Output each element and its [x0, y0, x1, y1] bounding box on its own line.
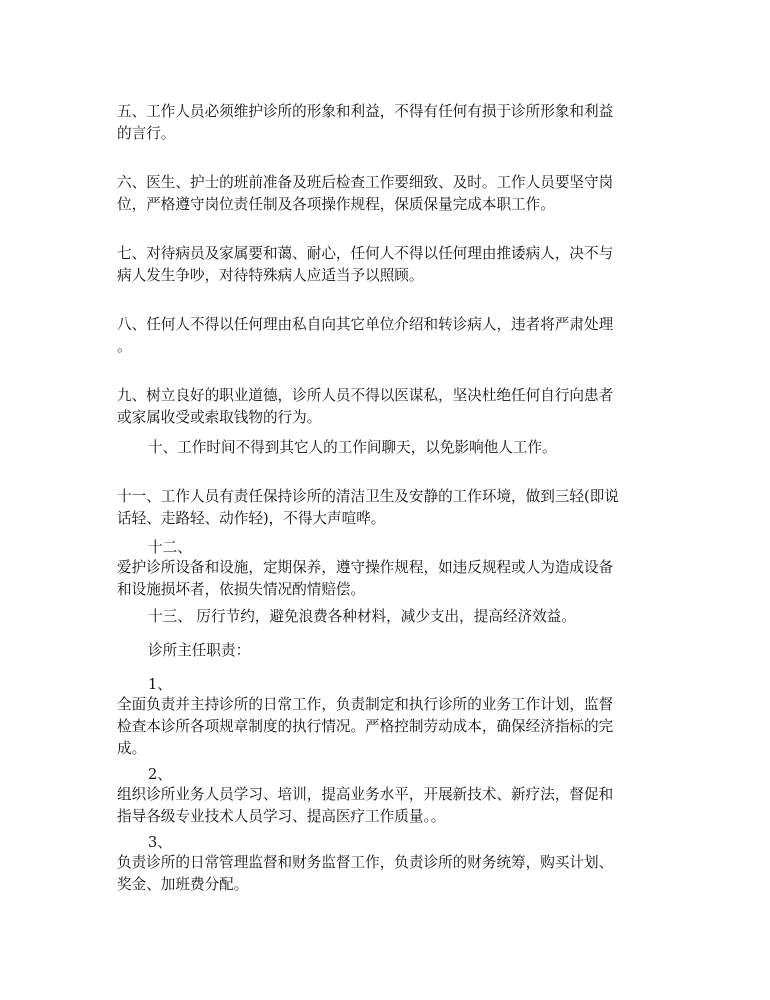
rule-12-number: 十二、: [148, 539, 192, 556]
duty-1-number: 1、: [148, 676, 172, 693]
rule-8-line-1: 八、任何人不得以任何理由私自向其它单位介绍和转诊病人，违者将严肃处理: [117, 316, 614, 333]
rule-7-line-2: 病人发生争吵，对待特殊病人应适当予以照顾。: [117, 267, 424, 284]
rule-11-line-1: 十一、工作人员有责任保持诊所的清洁卫生及安静的工作环境，做到三轻(即说: [117, 488, 619, 505]
duty-2-number: 2、: [148, 766, 172, 783]
duty-1-line-3: 成。: [117, 740, 147, 757]
rule-6-line-1: 六、医生、护士的班前准备及班后检查工作要细致、及时。工作人员要坚守岗: [117, 174, 614, 191]
rule-7-line-1: 七、对待病员及家属要和蔼、耐心，任何人不得以任何理由推诿病人，决不与: [117, 245, 614, 262]
rule-10-line-1: 十、工作时间不得到其它人的工作间聊天，以免影响他人工作。: [148, 439, 557, 456]
duty-2-line-2: 指导各级专业技术人员学习、提高医疗工作质量。。: [117, 808, 446, 825]
rule-12-line-1: 爱护诊所设备和设施，定期保养，遵守操作规程，如违反规程或人为造成设备: [117, 559, 614, 576]
rule-12-line-2: 和设施损坏者，依损失情况酌情赔偿。: [117, 581, 366, 598]
rule-13-line-1: 十三、 厉行节约，避免浪费各种材料，减少支出，提高经济效益。: [148, 608, 576, 625]
rule-9-line-1: 九、树立良好的职业道德，诊所人员不得以医谋私，坚决杜绝任何自行向患者: [117, 387, 614, 404]
rule-6-line-2: 位，严格遵守岗位责任制及各项操作规程，保质保量完成本职工作。: [117, 196, 555, 213]
duty-3-line-2: 奖金、加班费分配。: [117, 876, 249, 893]
rule-5-line-2: 的言行。: [117, 125, 176, 142]
rule-9-line-2: 或家属收受或索取钱物的行为。: [117, 409, 322, 426]
duty-1-line-1: 全面负责并主持诊所的日常工作，负责制定和执行诊所的业务工作计划，监督: [117, 696, 614, 713]
duty-2-line-1: 组织诊所业务人员学习、培训，提高业务水平，开展新技术、新疗法，督促和: [117, 786, 614, 803]
duty-3-number: 3、: [148, 834, 172, 851]
rule-8-line-2: 。: [117, 338, 132, 355]
duty-1-line-2: 检查本诊所各项规章制度的执行情况。严格控制劳动成本，确保经济指标的完: [117, 718, 614, 735]
duty-3-line-1: 负责诊所的日常管理监督和财务监督工作，负责诊所的财务统筹，购买计划、: [117, 854, 614, 871]
rule-5-line-1: 五、工作人员必须维护诊所的形象和利益，不得有任何有损于诊所形象和利益: [117, 103, 614, 120]
rule-11-line-2: 话轻、走路轻、动作轻)，不得大声喧哗。: [117, 510, 386, 527]
director-duties-heading: 诊所主任职责：: [148, 642, 251, 659]
